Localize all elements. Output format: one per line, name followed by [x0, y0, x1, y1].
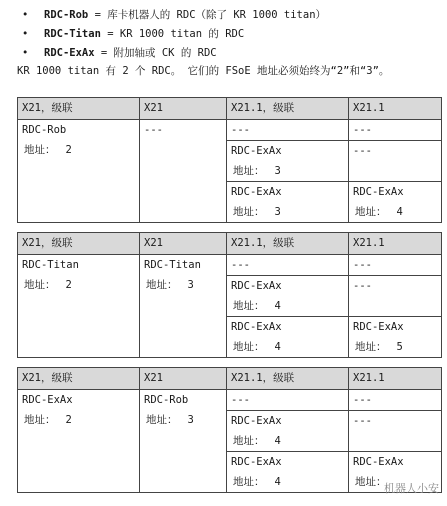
rdc-cell — [140, 390, 227, 493]
bullet-text: = 库卡机器人的 RDC（除了 KR 1000 titan） — [88, 9, 327, 21]
rdc-name: --- — [353, 415, 372, 427]
rdc-cell — [227, 452, 349, 493]
bullet-text: = KR 1000 titan 的 RDC — [100, 28, 245, 40]
table-header-row — [18, 368, 442, 390]
rdc-address — [22, 140, 135, 160]
rdc-name: --- — [144, 124, 163, 136]
rdc-name: RDC-ExAx — [353, 456, 404, 468]
address-value: 2 — [65, 279, 72, 291]
rdc-name: --- — [231, 259, 250, 271]
rdc-cell — [349, 390, 442, 411]
column-header: X21 — [140, 98, 227, 120]
bullet-item — [22, 44, 326, 63]
address-label: 地址： — [24, 414, 56, 426]
rdc-cell — [227, 141, 349, 182]
rdc-cell — [349, 276, 442, 317]
rdc-address — [353, 202, 437, 222]
rdc-name: --- — [353, 394, 372, 406]
address-value: 5 — [396, 341, 403, 353]
rdc-name: RDC-ExAx — [353, 321, 404, 333]
rdc-cell — [18, 390, 140, 493]
rdc-name: RDC-ExAx — [231, 145, 282, 157]
rdc-cell — [227, 182, 349, 223]
table-header-row — [18, 233, 442, 255]
rdc-cell — [349, 255, 442, 276]
intro-paragraph: KR 1000 titan 有 2 个 RDC。 它们的 FSoE 地址必须始终为“2”和“3”。 — [17, 65, 390, 77]
bullet-text: = 附加轴或 CK 的 RDC — [94, 47, 217, 59]
rdc-cell — [227, 411, 349, 452]
address-value: 4 — [274, 476, 281, 488]
watermark: 机器人小安 — [384, 482, 439, 495]
column-header: X21 — [140, 368, 227, 390]
address-value: 3 — [274, 206, 281, 218]
bullet-term: RDC-ExAx — [44, 47, 95, 59]
rdc-name: RDC-ExAx — [353, 186, 404, 198]
address-label: 地址： — [233, 300, 265, 312]
column-header: X21.1 — [349, 233, 442, 255]
rdc-address — [231, 431, 344, 451]
rdc-cell — [18, 120, 140, 223]
rdc-cell — [349, 120, 442, 141]
address-value: 3 — [274, 165, 281, 177]
rdc-name: RDC-ExAx — [231, 415, 282, 427]
address-value: 4 — [396, 206, 403, 218]
column-header: X21，级联 — [18, 233, 140, 255]
rdc-name: --- — [353, 145, 372, 157]
rdc-name: RDC-Rob — [22, 124, 67, 136]
address-label: 地址： — [233, 476, 265, 488]
rdc-address — [231, 161, 344, 181]
rdc-address — [231, 337, 344, 357]
address-value: 3 — [187, 279, 194, 291]
address-label: 地址： — [355, 341, 387, 353]
rdc-name: RDC-Titan — [22, 259, 79, 271]
address-value: 3 — [187, 414, 194, 426]
rdc-name: --- — [231, 124, 250, 136]
bullet-term: RDC-Titan — [44, 28, 101, 40]
table-header-row — [18, 98, 442, 120]
rdc-address — [231, 202, 344, 222]
rdc-name: --- — [353, 124, 372, 136]
column-header: X21.1 — [349, 98, 442, 120]
rdc-table — [17, 232, 442, 358]
rdc-cell — [227, 255, 349, 276]
address-label: 地址： — [233, 206, 265, 218]
address-label: 地址： — [24, 144, 56, 156]
bullet-dot-icon: • — [22, 28, 29, 40]
column-header: X21，级联 — [18, 368, 140, 390]
table-row — [18, 120, 442, 141]
rdc-name: RDC-ExAx — [22, 394, 73, 406]
address-label: 地址： — [24, 279, 56, 291]
address-value: 4 — [274, 341, 281, 353]
address-value: 4 — [274, 300, 281, 312]
address-label: 地址： — [146, 414, 178, 426]
bullet-item — [22, 25, 326, 44]
rdc-address — [144, 410, 222, 430]
rdc-cell — [227, 276, 349, 317]
rdc-cell — [349, 141, 442, 182]
rdc-name: --- — [353, 259, 372, 271]
rdc-cell — [227, 120, 349, 141]
address-value: 4 — [274, 435, 281, 447]
rdc-address — [231, 472, 344, 492]
rdc-cell — [227, 317, 349, 358]
rdc-table — [17, 367, 442, 493]
column-header: X21，级联 — [18, 98, 140, 120]
address-label: 地址： — [146, 279, 178, 291]
address-label: 地址： — [233, 165, 265, 177]
address-value: 2 — [65, 414, 72, 426]
table-row — [18, 390, 442, 411]
rdc-address — [22, 275, 135, 295]
rdc-name: RDC-Rob — [144, 394, 189, 406]
column-header: X21.1 — [349, 368, 442, 390]
rdc-cell — [349, 411, 442, 452]
rdc-cell — [227, 390, 349, 411]
rdc-name: RDC-ExAx — [231, 456, 282, 468]
address-label: 地址： — [233, 341, 265, 353]
rdc-name: RDC-ExAx — [231, 280, 282, 292]
rdc-table — [17, 97, 442, 223]
rdc-cell — [140, 120, 227, 223]
address-label: 地址： — [233, 435, 265, 447]
rdc-name: --- — [353, 280, 372, 292]
rdc-name: --- — [231, 394, 250, 406]
rdc-cell — [18, 255, 140, 358]
rdc-address — [231, 296, 344, 316]
bullet-dot-icon: • — [22, 47, 29, 59]
rdc-name: RDC-Titan — [144, 259, 201, 271]
column-header: X21 — [140, 233, 227, 255]
rdc-address — [353, 337, 437, 357]
table-row — [18, 255, 442, 276]
bullet-term: RDC-Rob — [44, 9, 89, 21]
rdc-cell — [349, 317, 442, 358]
address-label: 地址： — [355, 206, 387, 218]
rdc-address — [144, 275, 222, 295]
rdc-cell — [349, 182, 442, 223]
column-header: X21.1，级联 — [227, 98, 349, 120]
address-value: 2 — [65, 144, 72, 156]
bullet-item — [22, 6, 326, 25]
bullet-list — [22, 6, 326, 63]
rdc-name: RDC-ExAx — [231, 321, 282, 333]
column-header: X21.1，级联 — [227, 368, 349, 390]
rdc-address — [22, 410, 135, 430]
rdc-cell — [140, 255, 227, 358]
column-header: X21.1，级联 — [227, 233, 349, 255]
address-label: 地址： — [355, 476, 387, 488]
rdc-name: RDC-ExAx — [231, 186, 282, 198]
bullet-dot-icon: • — [22, 9, 29, 21]
